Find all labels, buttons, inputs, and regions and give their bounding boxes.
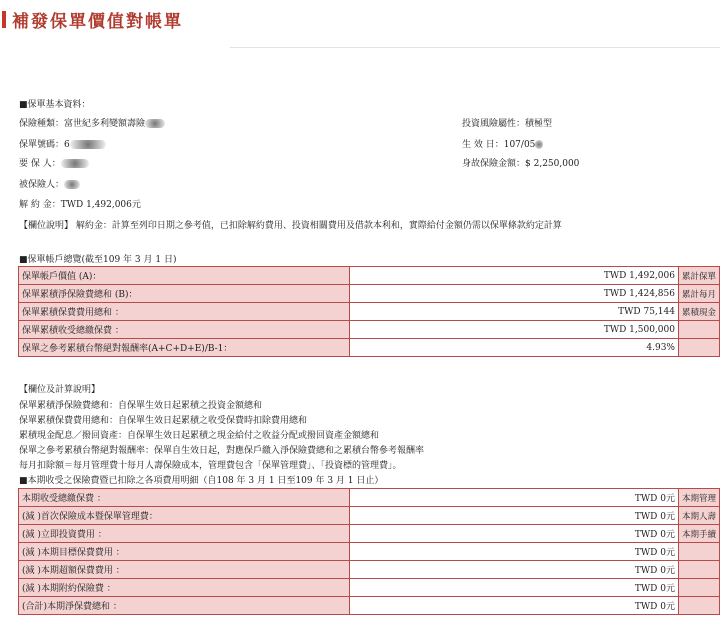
policy-no-label: 保單號碼： bbox=[19, 140, 65, 150]
surrender-label: 解 約 金： bbox=[19, 200, 61, 210]
calc-note: 累積現金配息／撥回資產：自保單生效日起累積之現金給付之收益分配或撥回資產金額總和 bbox=[19, 431, 380, 441]
insured-label: 被保險人： bbox=[19, 180, 65, 190]
overview-label: 保單累積保費費用總和 ： bbox=[19, 303, 350, 321]
period-label: (合計)本期淨保費總和 ： bbox=[19, 597, 350, 615]
period-value: TWD 0元 bbox=[349, 597, 678, 615]
invest-value: 積極型 bbox=[525, 119, 553, 129]
period-side bbox=[678, 597, 719, 615]
invest-label: 投資風險屬性： bbox=[462, 119, 526, 129]
table-row bbox=[19, 579, 720, 597]
overview-label: 保單累積淨保險費總和 (B)： bbox=[19, 285, 350, 303]
overview-side: 累積現金 bbox=[678, 303, 719, 321]
overview-side: 累計保單 bbox=[678, 267, 719, 285]
page-title-bar bbox=[2, 8, 183, 30]
table-row bbox=[19, 267, 720, 285]
effective-value: 107/05 bbox=[503, 140, 536, 150]
calc-note: 保單之參考累積台幣絕對報酬率：保單自生效日起，對應保戶繳入淨保險費總和之累積台幣參考報酬率 bbox=[19, 446, 425, 456]
period-section-header: ■本期收受之保險費暨已扣除之各項費用明細（自108 年 3 月 1 日至109 年 3 月 1 日止） bbox=[19, 476, 384, 486]
period-table bbox=[18, 488, 720, 615]
table-row bbox=[19, 339, 720, 357]
overview-label: 保單之參考累積台幣絕對報酬率(A+C+D+E)/B-1： bbox=[19, 339, 350, 357]
period-side: 本期手續 bbox=[678, 525, 719, 543]
period-label: (減 )本期附約保險費 ： bbox=[19, 579, 350, 597]
calc-note: 每月扣除額＝每月管理費十每月人壽保險成本，管理費包含「保單管理費」、「投資標的管理費」。 bbox=[19, 461, 402, 471]
overview-value: 4.93% bbox=[350, 339, 679, 357]
period-side bbox=[678, 543, 719, 561]
death-benefit-row bbox=[462, 156, 579, 169]
insured-row bbox=[19, 177, 80, 190]
death-benefit-label: 身故保險金額： bbox=[462, 159, 526, 169]
calc-note-title: 【欄位及計算說明】 bbox=[19, 385, 101, 395]
overview-value: TWD 1,500,000 bbox=[350, 321, 679, 339]
calc-note: 保單累積保費費用總和：自保單生效日起累積之收受保費時扣除費用總和 bbox=[19, 416, 308, 426]
period-side bbox=[678, 579, 719, 597]
overview-value: TWD 1,492,006 bbox=[350, 267, 679, 285]
product-value: 富世紀多利變額壽險 bbox=[64, 119, 146, 129]
effective-label: 生 效 日： bbox=[462, 140, 504, 150]
title-divider bbox=[230, 47, 720, 48]
policy-no-value: 6 bbox=[64, 140, 70, 150]
redacted-blur bbox=[535, 140, 543, 149]
overview-side bbox=[678, 321, 719, 339]
overview-label: 保單帳戶價值 (A)： bbox=[19, 267, 350, 285]
overview-side bbox=[678, 339, 719, 357]
period-side: 本期管理 bbox=[678, 489, 719, 507]
invest-row bbox=[462, 116, 552, 129]
overview-side: 累計每月 bbox=[678, 285, 719, 303]
period-label: (減 )立即投資費用 ： bbox=[19, 525, 350, 543]
period-label: (減 )本期超額保費費用 ： bbox=[19, 561, 350, 579]
applicant-row bbox=[19, 156, 89, 169]
product-label: 保險種類： bbox=[19, 119, 65, 129]
surrender-note: 【欄位說明】 解約金：計算至列印日期之參考值，已扣除解約費用、投資相關費用及借款本利和，實際給付金額仍需以保單條款約定計算 bbox=[19, 221, 562, 231]
period-side bbox=[678, 561, 719, 579]
overview-section-header: ■保單帳戶總覽(截至109 年 3 月 1 日) bbox=[19, 255, 177, 265]
period-label: (減 )本期目標保費費用 ： bbox=[19, 543, 350, 561]
title-accent-mark bbox=[2, 11, 6, 28]
table-row bbox=[19, 507, 720, 525]
overview-value: TWD 1,424,856 bbox=[350, 285, 679, 303]
table-row bbox=[19, 543, 720, 561]
page-title: 補發保單價值對帳單 bbox=[12, 11, 183, 32]
table-row bbox=[19, 597, 720, 615]
overview-table bbox=[18, 266, 720, 357]
table-row bbox=[19, 561, 720, 579]
surrender-value: TWD 1,492,006元 bbox=[60, 200, 141, 210]
redacted-blur bbox=[70, 140, 106, 149]
redacted-blur bbox=[64, 180, 80, 189]
policy-no-row bbox=[19, 137, 106, 150]
period-label: 本期收受總繳保費 ： bbox=[19, 489, 350, 507]
basic-section-header: ■保單基本資料： bbox=[19, 100, 91, 110]
product-row bbox=[19, 116, 165, 129]
effective-row bbox=[462, 137, 543, 150]
overview-value: TWD 75,144 bbox=[350, 303, 679, 321]
table-row bbox=[19, 489, 720, 507]
redacted-blur bbox=[61, 159, 89, 168]
period-side: 本期人壽 bbox=[678, 507, 719, 525]
period-value: TWD 0元 bbox=[349, 561, 678, 579]
table-row bbox=[19, 285, 720, 303]
table-row bbox=[19, 525, 720, 543]
period-label: (減 )首次保險成本暨保單管理費： bbox=[19, 507, 350, 525]
period-value: TWD 0元 bbox=[349, 489, 678, 507]
redacted-blur bbox=[145, 119, 165, 128]
applicant-label: 要 保 人： bbox=[19, 159, 61, 169]
death-benefit-value: $ 2,250,000 bbox=[525, 159, 580, 169]
period-value: TWD 0元 bbox=[349, 525, 678, 543]
overview-label: 保單累積收受總繳保費 ： bbox=[19, 321, 350, 339]
period-value: TWD 0元 bbox=[349, 507, 678, 525]
period-value: TWD 0元 bbox=[349, 579, 678, 597]
table-row bbox=[19, 303, 720, 321]
table-row bbox=[19, 321, 720, 339]
period-value: TWD 0元 bbox=[349, 543, 678, 561]
calc-note: 保單累積淨保險費總和：自保單生效日起累積之投資金額總和 bbox=[19, 401, 263, 411]
surrender-row bbox=[19, 197, 141, 210]
